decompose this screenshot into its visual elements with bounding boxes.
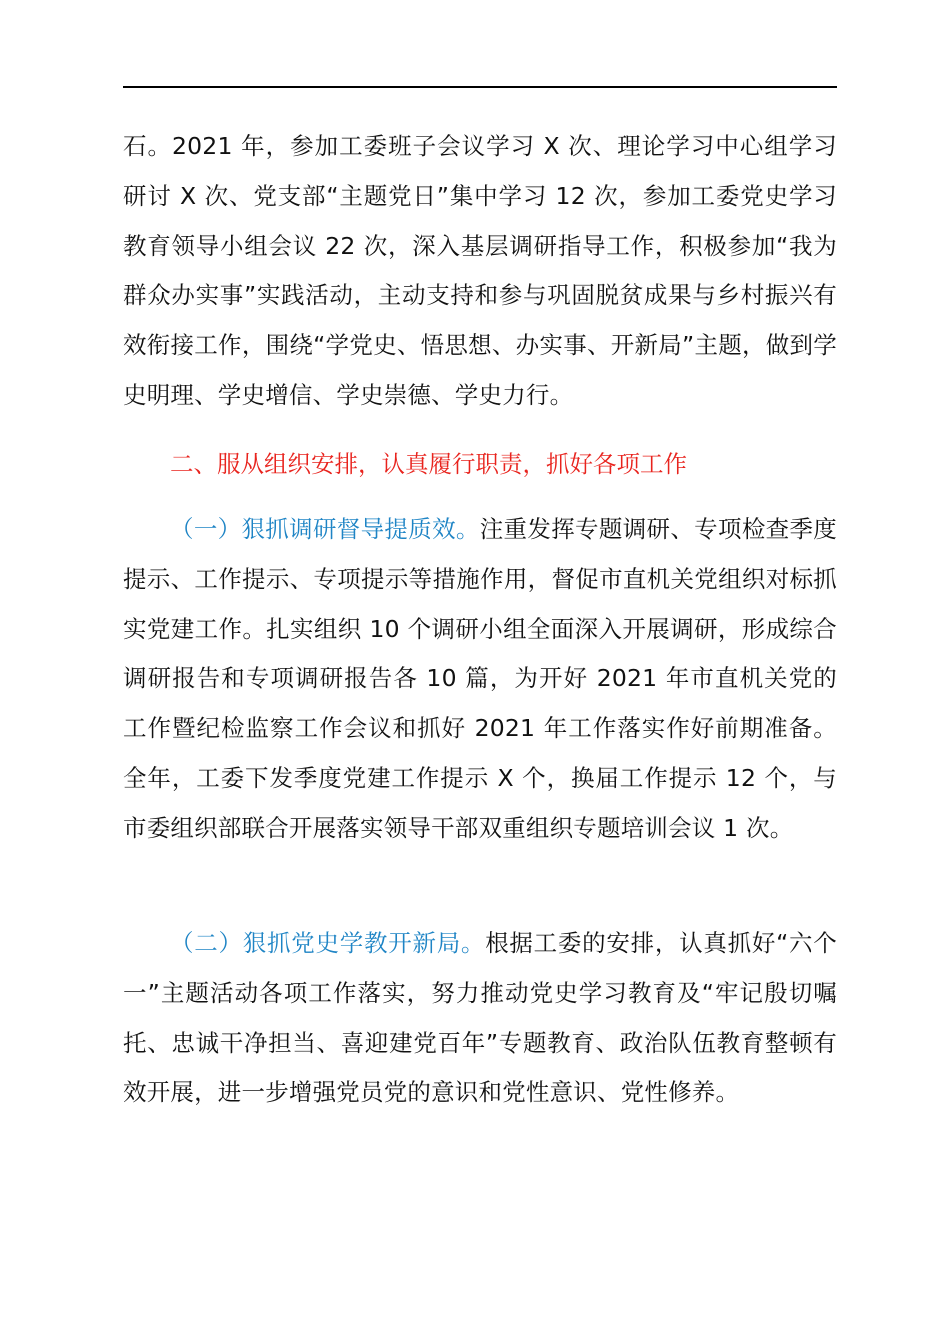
subsection-1-body: 注重发挥专题调研、专项检查季度提示、工作提示、专项提示等措施作用，督促市直机关党组织对标抓实党建工作。扎实组织 10 个调研小组全面深入开展调研，形成综合调研报告和专项调研报告各 10 篇，为开好 2021 年市直机关党的工作暨纪检监察工作会议和抓好 2021 年工作落实作好前期准备。全年，工委下发季度党建工作提示 X 个，换届工作提示 12 个，与市委组织部联合开展落实领导干部双重组织专题培训会议 1 次。 [123, 515, 837, 842]
paragraph-text: 石。2021 年，参加工委班子会议学习 X 次、理论学习中心组学习研讨 X 次、党支部“主题党日”集中学习 12 次，参加工委党史学习教育领导小组会议 22 次，深入基层调研指导工作，积极参加“我为群众办实事”实践活动，主动支持和参与巩固脱贫成果与乡村振兴有效衔接工作，围绕“学党史、悟思想、办实事、开新局”主题，做到学史明理、学史增信、学史崇德、学史力行。 [123, 132, 837, 409]
paragraph-continued [123, 122, 837, 421]
header-rule [123, 86, 837, 88]
subsection-1-title: （一）狠抓调研督导提质效。 [170, 515, 480, 543]
subsection-1 [123, 505, 837, 854]
subsection-2-body: 根据工委的安排，认真抓好“六个一”主题活动各项工作落实，努力推动党史学习教育及“牢记殷切嘱托、忠诚干净担当、喜迎建党百年”专题教育、政治队伍教育整顿有效开展，进一步增强党员党的意识和党性意识、党性修养。 [123, 929, 837, 1107]
section-heading: 二、服从组织安排，认真履行职责，抓好各项工作 [170, 450, 687, 478]
subsection-2-title: （二）狠抓党史学教开新局。 [170, 929, 486, 957]
subsection-2 [123, 919, 837, 1118]
